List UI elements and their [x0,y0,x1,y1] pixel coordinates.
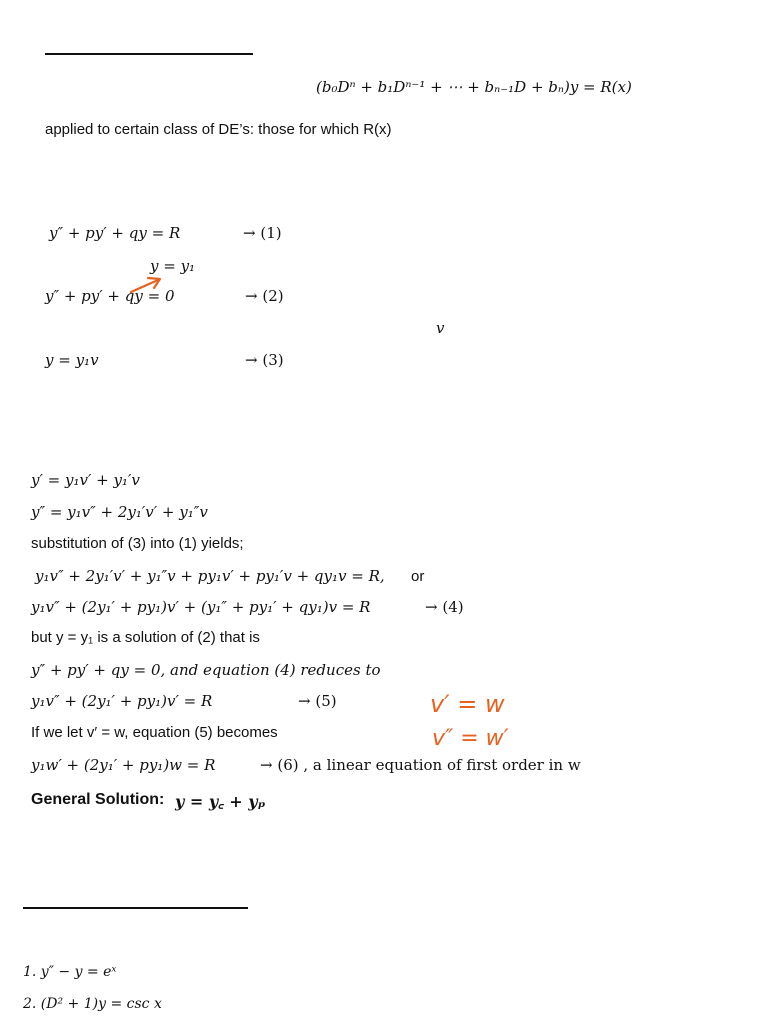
equation-1: y″ + py′ + qy = R [49,224,181,242]
equation-3-tag: → (3) [245,351,284,369]
equation-6-tag: → (6) , a linear equation of first order in w [260,756,581,774]
first-derivative: y′ = y₁v′ + y₁′v [31,471,140,489]
let-text: If we let v′ = w, equation (5) becomes [31,724,278,741]
section-divider-top [45,53,253,55]
equation-6: y₁w′ + (2y₁′ + py₁)w = R [31,756,216,774]
handwritten-v-double-prime: v″ = w′ [432,726,509,751]
intro-text: applied to certain class of DE’s: those for which R(x) [45,121,392,138]
general-solution-equation: y = y꜀ + yₚ [175,792,266,811]
handwritten-v-prime: v′ = w [430,690,505,718]
operator-equation: (b₀Dⁿ + b₁Dⁿ⁻¹ + ⋯ + bₙ₋₁D + bₙ)y = R(x) [316,78,632,96]
problem-2: 2. (D² + 1)y = csc x [23,996,162,1012]
equation-2: y″ + py′ + qy = 0 [45,287,175,305]
general-solution-label: General Solution: [31,791,165,808]
substitution-text: substitution of (3) into (1) yields; [31,535,244,552]
equation-4: y₁v″ + (2y₁′ + py₁)v′ + (y₁″ + py₁′ + qy₁)v = R [31,598,371,616]
or-text: or [411,568,425,585]
v-symbol: v [436,319,445,337]
second-derivative: y″ = y₁v″ + 2y₁′v′ + y₁″v [31,503,208,521]
equation-5-tag: → (5) [298,692,337,710]
equation-4-tag: → (4) [425,598,464,616]
but-text: but y = y₁ is a solution of (2) that is [31,629,260,646]
y-equals-y1: y = y₁ [150,257,196,275]
equation-1-tag: → (1) [243,224,282,242]
reduces-text: y″ + py′ + qy = 0, and equation (4) reduces to [31,661,381,679]
equation-2-tag: → (2) [245,287,284,305]
problem-1: 1. y″ − y = eˣ [23,964,117,980]
section-divider-bottom [23,907,248,909]
equation-5: y₁v″ + (2y₁′ + py₁)v′ = R [31,692,213,710]
expanded-equation: y₁v″ + 2y₁′v′ + y₁″v + py₁v′ + py₁′v + qy₁v = R, [35,567,385,585]
equation-3: y = y₁v [45,351,99,369]
